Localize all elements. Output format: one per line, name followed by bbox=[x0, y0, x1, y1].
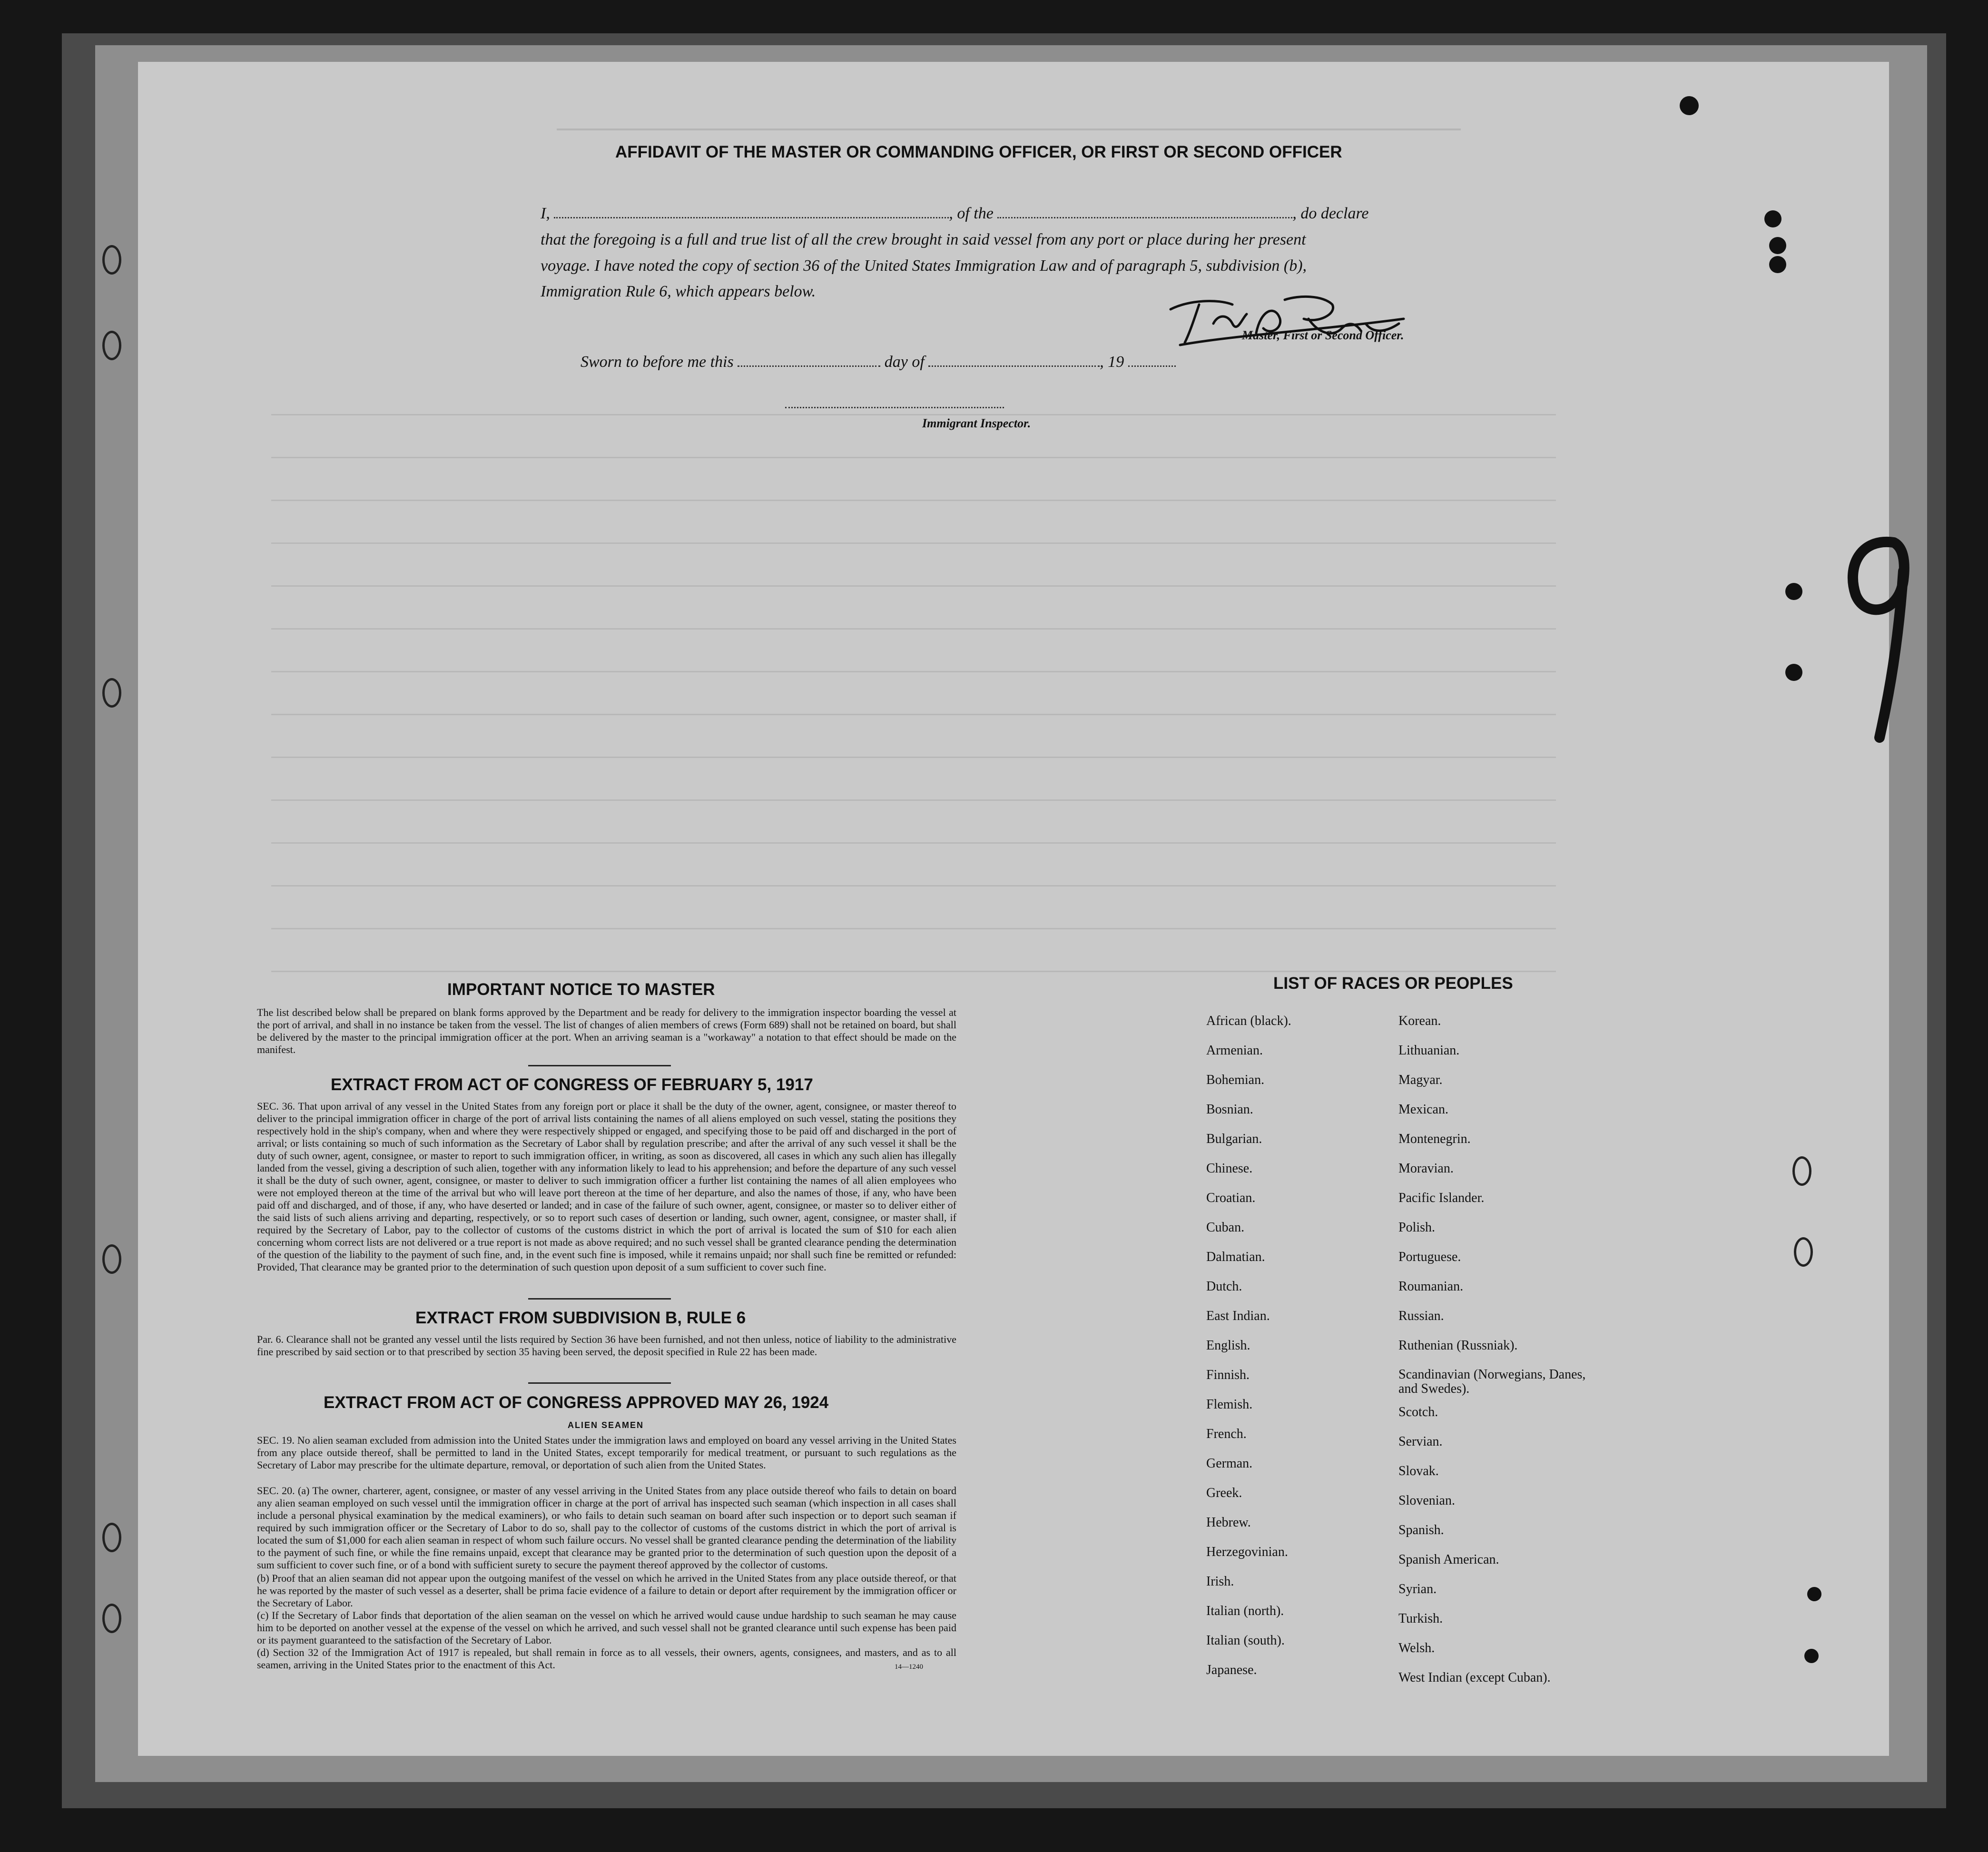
race-item: Ruthenian (Russniak). bbox=[1398, 1338, 1518, 1353]
punch-hole bbox=[1769, 237, 1786, 254]
declaration-line-3: voyage. I have noted the copy of section 36 of the United States Immigration Law and of paragraph 5, subdivision (b), bbox=[541, 257, 1307, 275]
race-item: Magyar. bbox=[1398, 1073, 1443, 1087]
race-item: African (black). bbox=[1206, 1014, 1291, 1028]
notice-text: The list described below shall be prepared on blank forms approved by the Department and be ready for delivery to the immigration inspector boarding the vessel at the port of arrival, and shall in no instance be taken from the vessel. The list of changes of alien members of crews (Form 689) shall not be retained on board, but shall be delivered by the master to the principal immigration officer at the port. When an arriving seaman is a "workaway" a notation to that effect should be made on the manifest. bbox=[257, 1006, 956, 1055]
declaration-of-the: , of the bbox=[949, 205, 994, 222]
race-item: Japanese. bbox=[1206, 1663, 1257, 1677]
declaration-line-4: Immigration Rule 6, which appears below. bbox=[541, 283, 816, 300]
extract-1924-sec20b: (b) Proof that an alien seaman did not appear upon the outgoing manifest of the vessel on which he arrived in the United States from any place outside thereof, or that he was reported by the master of such vessel as a deserter, shall be prima facie evidence of a failure to detain or deport after requirement by the immigration officer or the Secretary of Labor. bbox=[257, 1572, 956, 1609]
race-item: Dalmatian. bbox=[1206, 1250, 1265, 1264]
race-item: Mexican. bbox=[1398, 1102, 1448, 1117]
binder-ring-hole bbox=[102, 1244, 121, 1274]
race-item: Herzegovinian. bbox=[1206, 1545, 1288, 1559]
binder-ring-hole bbox=[1792, 1156, 1811, 1186]
form-number: 14—1240 bbox=[895, 1663, 923, 1671]
extract-rule6-title: EXTRACT FROM SUBDIVISION B, RULE 6 bbox=[415, 1309, 746, 1327]
race-item: Bulgarian. bbox=[1206, 1132, 1262, 1146]
sworn-day-blank[interactable] bbox=[738, 365, 880, 367]
race-item: Greek. bbox=[1206, 1486, 1242, 1500]
race-item: Italian (south). bbox=[1206, 1633, 1285, 1648]
declaration-line-1 bbox=[541, 205, 1369, 223]
binder-ring-hole bbox=[102, 1604, 121, 1633]
sworn-line bbox=[581, 353, 1176, 371]
binder-ring-hole bbox=[102, 245, 121, 275]
extract-1924-sec20a: SEC. 20. (a) The owner, charterer, agent, consignee, or master of any vessel arriving in the United States from any place outside thereof who fails to detain on board any alien seaman employed on such vessel until the immigration officer in charge at the port of arrival has inspected such seaman (which inspection in all cases shall include a personal physical examination by the medical examiners), or who fails to detain such seaman on board after such inspection or to deport such seaman if required by such immigration officer or the Secretary of Labor to do so, shall pay to the collector of customs of the customs district in which the port of arrival is located the sum of $1,000 for each alien seaman in respect of whom such failure occurs. No vessel shall be granted clearance pending the determination of the liability to the payment of such fine, or while the fine remains unpaid, except that clearance may be granted prior to the determination of such question upon the deposit of a sum sufficient to cover such fine, or of a bond with sufficient surety to secure the payment thereof approved by the collector of customs. bbox=[257, 1485, 956, 1571]
punch-hole bbox=[1804, 1649, 1819, 1663]
extract-1924-subtitle: ALIEN SEAMEN bbox=[568, 1420, 644, 1430]
race-item: Cuban. bbox=[1206, 1220, 1245, 1235]
race-item: Armenian. bbox=[1206, 1043, 1263, 1058]
race-item: Dutch. bbox=[1206, 1279, 1242, 1294]
binder-ring-hole bbox=[1794, 1237, 1813, 1267]
declaration-do-declare: , do declare bbox=[1292, 205, 1369, 222]
signature-caption: Master, First or Second Officer. bbox=[1242, 328, 1404, 342]
race-item: Russian. bbox=[1398, 1309, 1444, 1323]
punch-hole bbox=[1807, 1587, 1821, 1601]
race-item: Syrian. bbox=[1398, 1582, 1437, 1596]
manifest-back-page bbox=[138, 62, 1889, 1756]
extract-1917-title: EXTRACT FROM ACT OF CONGRESS OF FEBRUARY 5, 1917 bbox=[331, 1075, 813, 1094]
punch-hole bbox=[1785, 583, 1802, 600]
extract-1924-sec20c: (c) If the Secretary of Labor finds that deportation of the alien seaman on the vessel on which he arrived would cause undue hardship to such seaman he may cause him to be deported on another vessel at the expense of the vessel on which he arrived, and such vessel shall not be granted clearance until such expense has been paid or its payment guaranteed to the satisfaction of the Secretary of Labor. bbox=[257, 1609, 956, 1646]
sworn-year-blank[interactable] bbox=[1128, 365, 1176, 367]
race-item: Turkish. bbox=[1398, 1611, 1443, 1626]
notice-title: IMPORTANT NOTICE TO MASTER bbox=[447, 980, 715, 999]
sworn-day-of: day of bbox=[884, 353, 925, 371]
race-item: Montenegrin. bbox=[1398, 1132, 1471, 1146]
divider bbox=[528, 1065, 671, 1066]
race-item: Finnish. bbox=[1206, 1368, 1250, 1382]
race-item: Hebrew. bbox=[1206, 1515, 1251, 1530]
officer-signature bbox=[1161, 290, 1408, 352]
extract-1924-title: EXTRACT FROM ACT OF CONGRESS APPROVED MAY 26, 1924 bbox=[324, 1393, 829, 1412]
race-item: Polish. bbox=[1398, 1220, 1436, 1235]
races-title: LIST OF RACES OR PEOPLES bbox=[1273, 974, 1513, 993]
race-item: Pacific Islander. bbox=[1398, 1191, 1485, 1205]
handwritten-numeral bbox=[1832, 523, 1927, 747]
extract-rule6-text: Par. 6. Clearance shall not be granted any vessel until the lists required by Section 36 have been furnished, and not then unless, notice of liability to the administrative fine prescribed by said section or to that prescribed by section 35 having been served, the deposit specified in Rule 22 has been made. bbox=[257, 1333, 956, 1358]
race-item: Servian. bbox=[1398, 1434, 1443, 1449]
divider bbox=[528, 1382, 671, 1384]
punch-hole bbox=[1785, 664, 1802, 681]
name-blank[interactable] bbox=[554, 217, 949, 218]
race-item: West Indian (except Cuban). bbox=[1398, 1670, 1551, 1685]
race-item: Welsh. bbox=[1398, 1641, 1435, 1655]
race-item: Spanish. bbox=[1398, 1523, 1444, 1537]
race-item: Italian (north). bbox=[1206, 1604, 1284, 1618]
extract-1924-sec20d: (d) Section 32 of the Immigration Act of 1917 is repealed, but shall remain in force as to all vessels, their owners, agents, consignees, and masters, and as to all seamen, arriving in the United States prior to the enactment of this Act. bbox=[257, 1646, 956, 1671]
race-item: Korean. bbox=[1398, 1014, 1441, 1028]
inspector-line[interactable] bbox=[785, 407, 1004, 408]
punch-hole bbox=[1680, 96, 1699, 115]
divider bbox=[528, 1298, 671, 1300]
sworn-nineteen: , 19 bbox=[1100, 353, 1124, 371]
race-item: Slovak. bbox=[1398, 1464, 1439, 1478]
binder-ring-hole bbox=[102, 1523, 121, 1552]
race-item: Chinese. bbox=[1206, 1161, 1253, 1176]
race-item: Slovenian. bbox=[1398, 1493, 1455, 1508]
vessel-blank[interactable] bbox=[997, 217, 1292, 218]
punch-hole bbox=[1764, 210, 1781, 227]
punch-hole bbox=[1769, 256, 1786, 273]
binder-ring-hole bbox=[102, 678, 121, 708]
race-item: Spanish American. bbox=[1398, 1552, 1499, 1567]
race-item: Bohemian. bbox=[1206, 1073, 1265, 1087]
binder-ring-hole bbox=[102, 331, 121, 360]
race-item: Flemish. bbox=[1206, 1397, 1253, 1412]
sworn-this: Sworn to before me this bbox=[581, 353, 734, 371]
race-item: Portuguese. bbox=[1398, 1250, 1461, 1264]
race-item: Roumanian. bbox=[1398, 1279, 1464, 1294]
inspector-caption: Immigrant Inspector. bbox=[922, 416, 1031, 430]
race-item: Moravian. bbox=[1398, 1161, 1454, 1176]
declaration-i: I, bbox=[541, 205, 550, 222]
race-item: East Indian. bbox=[1206, 1309, 1270, 1323]
race-item: Irish. bbox=[1206, 1574, 1234, 1589]
extract-1917-text: SEC. 36. That upon arrival of any vessel in the United States from any foreign port or place it shall be the duty of the owner, agent, consignee, or master thereof to deliver to the principal immigration officer in charge of the port of arrival lists containing the names of all aliens employed on such vessel, stating the positions they respectively hold in the ship's company, when and where they were respectively shipped or engaged, and specifying those to be paid off and discharged in the port of arrival; or lists containing so much of such information as the Secretary of Labor shall by regulation prescribe; and after the arrival of any such vessel it shall be the duty of such owner, agent, consignee, or master to report to such immigration officer, in writing, as soon as discovered, all cases in which any such alien has illegally landed from the vessel, giving a description of such alien, together with any information likely to lead to his apprehension; and before the departure of any such vessel it shall be the duty of such owner, agent, consignee, or master to deliver to such immigration officer a further list containing the names of all alien employees who were not employed thereon at the time of the arrival but who will leave port thereon at the time of her departure, and also the names of those, if any, who have been paid off and discharged, and of those, if any, who have deserted or landed; and in case of the failure of such owner, agent, consignee, or master so to deliver either of the said lists of such aliens arriving and departing, respectively, or so to report such cases of desertion or landing, such owner, agent, consignee, or master shall, if required by the Secretary of Labor, pay to the collector of customs of the customs district in which the port of arrival is located the sum of $10 for each alien concerning whom correct lists are not delivered or a true report is not made as above required; and no such vessel shall be granted clearance pending the determination of the question of the liability to the payment of such fine, and, in the event such fine is imposed, while it remains unpaid; nor shall such fine be remitted or refunded: Provided, That clearance may be granted prior to the determination of such question upon deposit of a sum sufficient to cover such fine. bbox=[257, 1100, 956, 1273]
declaration-line-2: that the foregoing is a full and true list of all the crew brought in said vessel from any port or place during her present bbox=[541, 231, 1306, 248]
race-item: Scotch. bbox=[1398, 1405, 1438, 1419]
extract-1924-sec19: SEC. 19. No alien seaman excluded from admission into the United States under the immigration laws and employed on board any vessel arriving in the United States from any place outside thereof, shall be permitted to land in the United States, except temporarily for medical treatment, or pursuant to such regulations as the Secretary of Labor may prescribe for the ultimate departure, removal, or deportation of such alien from the United States. bbox=[257, 1434, 956, 1471]
race-item: Bosnian. bbox=[1206, 1102, 1253, 1117]
race-item: Croatian. bbox=[1206, 1191, 1256, 1205]
race-item: French. bbox=[1206, 1427, 1247, 1441]
race-item: Scandinavian (Norwegians, Danes, and Swedes). bbox=[1398, 1367, 1586, 1396]
race-item: English. bbox=[1206, 1338, 1250, 1353]
affidavit-title: AFFIDAVIT OF THE MASTER OR COMMANDING OFFICER, OR FIRST OR SECOND OFFICER bbox=[615, 143, 1342, 161]
race-item: Lithuanian. bbox=[1398, 1043, 1460, 1058]
sworn-month-blank[interactable] bbox=[928, 365, 1100, 367]
race-item: German. bbox=[1206, 1456, 1253, 1471]
